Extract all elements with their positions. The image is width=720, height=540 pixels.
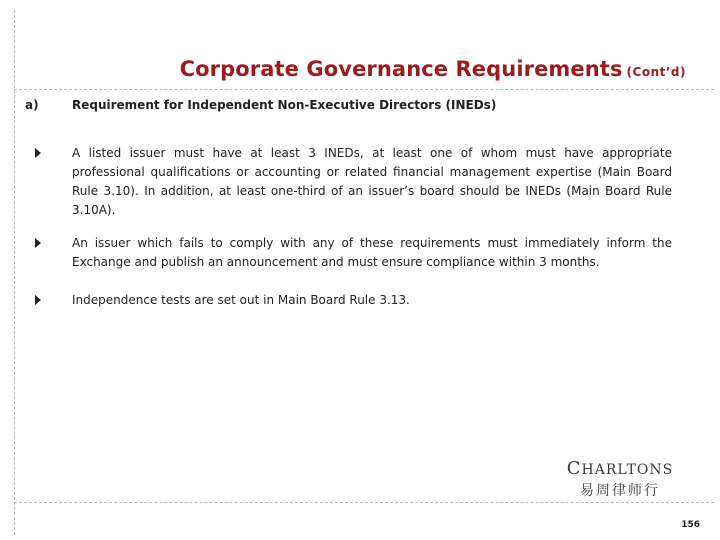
logo-rest: HARLTONS	[581, 462, 674, 478]
top-dashed-divider	[14, 89, 714, 90]
logo-chinese: 易周律师行	[580, 483, 660, 499]
bottom-dashed-divider	[14, 502, 714, 503]
page-title	[180, 57, 686, 81]
page-number: 156	[681, 520, 700, 530]
section-heading	[25, 98, 496, 112]
section-letter: a)	[25, 98, 39, 112]
logo-wordmark	[560, 458, 680, 479]
charltons-logo	[560, 458, 680, 500]
page-title-subtitle: (Cont’d)	[626, 65, 686, 79]
triangle-bullet-icon	[35, 148, 41, 158]
bullet-text: Independence tests are set out in Main Board Rule 3.13.	[72, 293, 410, 307]
section-heading-text: Requirement for Independent Non-Executive Directors (INEDs)	[72, 98, 497, 112]
logo-initial: C	[566, 458, 582, 479]
triangle-bullet-icon	[35, 238, 41, 248]
triangle-bullet-icon	[35, 295, 41, 305]
bullet-text: An issuer which fails to comply with any of these requirements must immediately inform the Exchange and publish an announcement and must ensure compliance within 3 months.	[72, 236, 672, 269]
bullet-text: A listed issuer must have at least 3 INEDs, at least one of whom must have appropriate professional qualifications or accounting or related financial management expertise (Main Board Rule 3.10). In addition, at least one-third of an issuer’s board should be INEDs (Main Board Rule 3.10A).	[72, 146, 672, 217]
page-title-text: Corporate Governance Requirements	[179, 57, 623, 81]
